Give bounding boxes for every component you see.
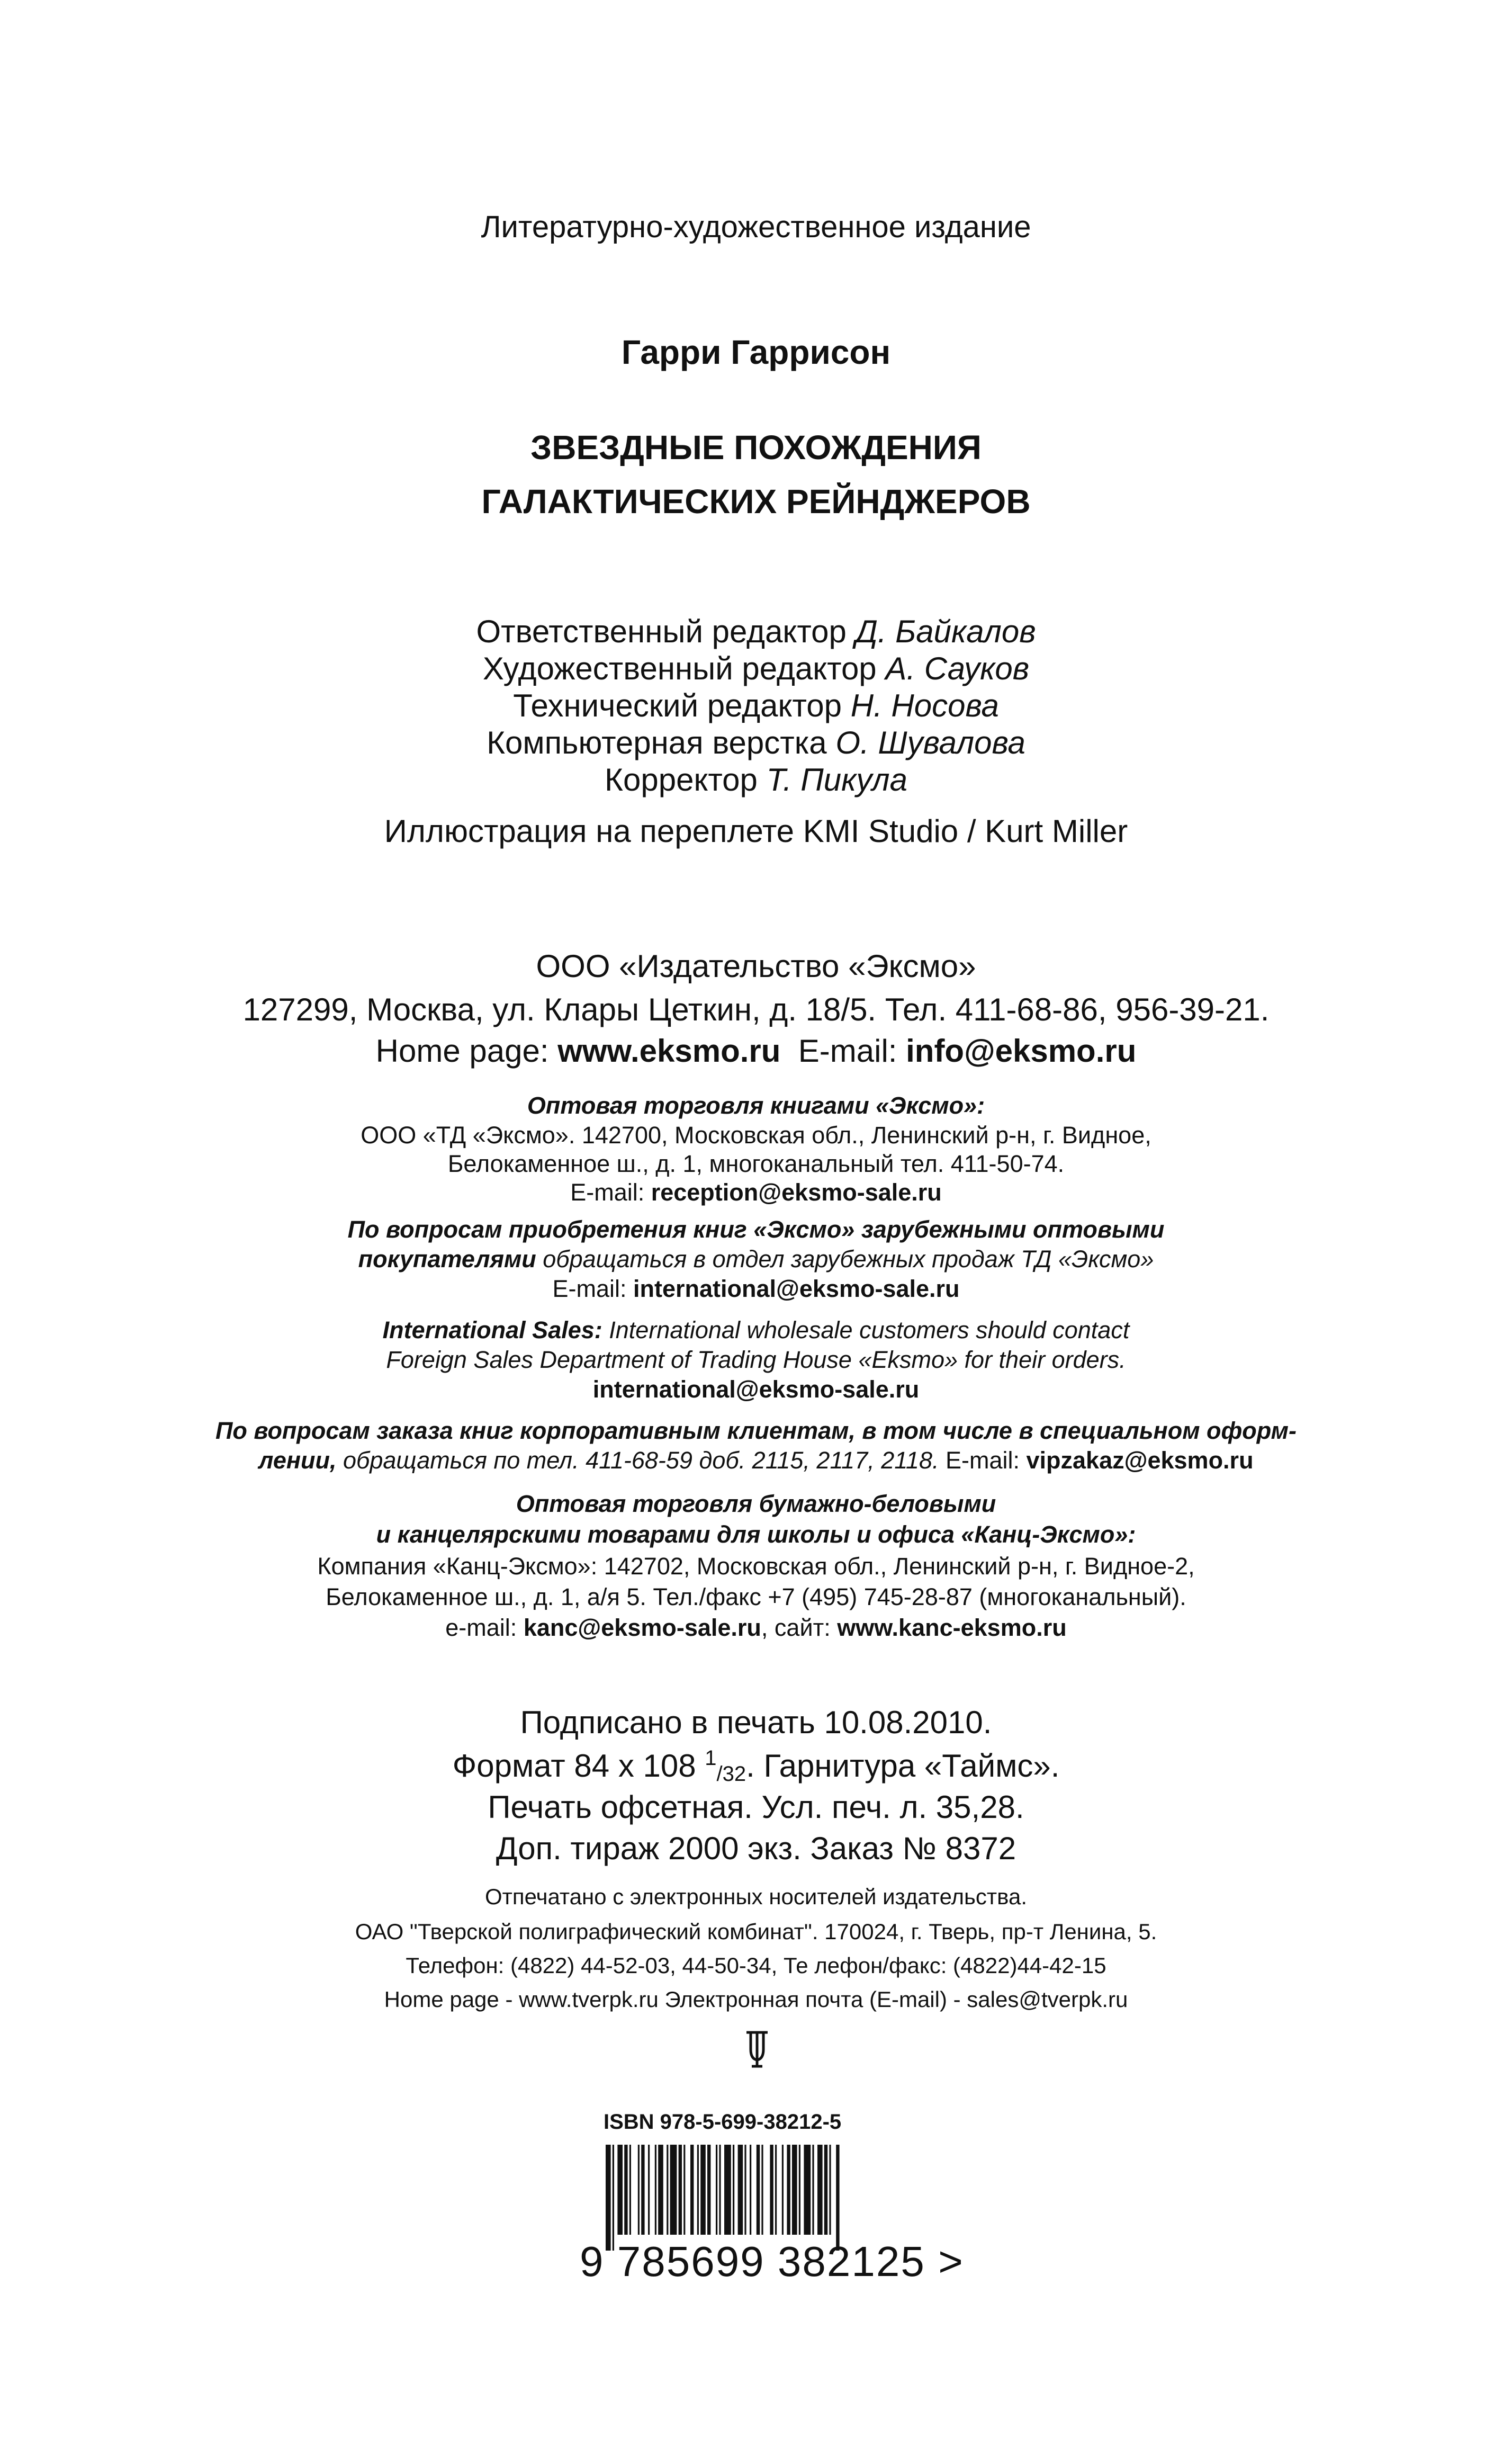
barcode-bar	[667, 2145, 668, 2235]
email-label: E-mail:	[939, 1447, 1027, 1474]
email-label: E-mail:	[552, 1275, 633, 1302]
printing-line: Печать офсетная. Усл. печ. л. 35,28.	[488, 1789, 1024, 1825]
stationery-line-2: Белокаменное ш., д. 1, а/я 5. Тел./факс +7 (495) 745-28-87 (многоканальный).	[326, 1583, 1186, 1610]
credit-line	[0, 650, 1512, 687]
credit-name: Т. Пикула	[766, 762, 907, 798]
printer-line-3: Телефон: (4822) 44-52-03, 44-50-34, Те лефон/факс: (4822)44-42-15	[406, 1953, 1106, 1978]
credit-name: О. Шувалова	[835, 725, 1025, 760]
barcode-bar	[641, 2145, 644, 2235]
wholesale-line-1: ООО «ТД «Эксмо». 142700, Московская обл., Ленинский р-н, г. Видное,	[361, 1122, 1151, 1149]
barcode-bar	[679, 2145, 682, 2235]
illustration-credit: Иллюстрация на переплете KMI Studio / Kurt Miller	[384, 813, 1128, 849]
barcode-bar	[670, 2145, 677, 2235]
printer-line-4: Home page - www.tverpk.ru Электронная почта (E-mail) - sales@tverpk.ru	[384, 1987, 1128, 2012]
barcode-bar	[792, 2145, 797, 2235]
foreign-line-2	[0, 1246, 1512, 1273]
publisher-address: 127299, Москва, ул. Клары Цеткин, д. 18/5. Тел. 411-68-86, 956-39-21.	[242, 992, 1270, 1027]
stationery-heading-1: Оптовая торговля бумажно-беловыми	[516, 1490, 996, 1517]
publisher-name: ООО «Издательство «Эксмо»	[536, 948, 976, 984]
corporate-line-1: По вопросам заказа книг корпоративным клиентам, в том числе в специальном оформ-	[215, 1417, 1297, 1444]
format-line	[0, 1746, 1512, 1786]
foreign-line-1: По вопросам приобретения книг «Эксмо» зарубежными оптовыми	[347, 1216, 1165, 1243]
barcode-bar	[617, 2145, 623, 2235]
email-link[interactable]: kanc@eksmo-sale.ru	[523, 1614, 761, 1641]
credit-line	[0, 613, 1512, 650]
barcode-bar	[613, 2145, 614, 2251]
home-page-label: Home page:	[375, 1033, 558, 1069]
barcode-bar	[658, 2145, 663, 2235]
book-title-line-2: ГАЛАКТИЧЕСКИХ РЕЙНДЖЕРОВ	[481, 482, 1031, 521]
international-label: International Sales:	[382, 1316, 602, 1343]
format-fraction-numerator: 1	[705, 1746, 717, 1770]
wholesale-line-2: Белокаменное ш., д. 1, многоканальный тел. 411-50-74.	[447, 1150, 1065, 1177]
wholesale-email	[0, 1179, 1512, 1206]
stationery-line-1: Компания «Канц-Эксмо»: 142702, Московская обл., Ленинский р-н, г. Видное-2,	[317, 1553, 1195, 1580]
international-email[interactable]: international@eksmo-sale.ru	[592, 1376, 920, 1403]
barcode-bar	[812, 2145, 814, 2235]
barcode-bar	[700, 2145, 706, 2235]
barcode-bar	[804, 2145, 811, 2235]
barcode-bar	[782, 2145, 784, 2235]
site-label: , сайт:	[761, 1614, 838, 1641]
barcode-bar	[719, 2145, 721, 2235]
foreign-bold-text: покупателями	[358, 1246, 536, 1273]
publisher-contacts	[0, 1033, 1512, 1069]
barcode-bar	[750, 2145, 751, 2235]
credit-name: Н. Носова	[850, 688, 999, 723]
wholesale-heading: Оптовая торговля книгами «Эксмо»:	[527, 1092, 985, 1119]
format-suffix: . Гарнитура «Таймс».	[746, 1748, 1060, 1784]
barcode-bar	[724, 2145, 731, 2235]
credit-role: Ответственный редактор	[476, 614, 847, 649]
corporate-italic-text: обращаться по тел. 411-68-59 доб. 2115, 2117, 2118.	[336, 1447, 939, 1474]
international-line-2: Foreign Sales Department of Trading House «Eksmo» for their orders.	[386, 1346, 1126, 1373]
printer-line-1: Отпечатано с электронных носителей издательства.	[484, 1884, 1028, 1909]
foreign-italic-text: обращаться в отдел зарубежных продаж ТД «Эксмо»	[536, 1246, 1154, 1273]
print-run-line: Доп. тираж 2000 экз. Заказ № 8372	[496, 1831, 1016, 1866]
credit-role: Технический редактор	[513, 688, 842, 723]
barcode-bar	[757, 2145, 760, 2235]
isbn-barcode-digits: 9 785699 382125 >	[580, 2238, 964, 2285]
foreign-email	[0, 1275, 1512, 1303]
site-link[interactable]: www.kanc-eksmo.ru	[837, 1614, 1067, 1641]
email-link[interactable]: info@eksmo.ru	[906, 1033, 1137, 1069]
barcode-bar	[775, 2145, 777, 2235]
barcode-bar	[697, 2145, 699, 2235]
edition-type: Литературно-художественное издание	[481, 210, 1031, 244]
email-link[interactable]: international@eksmo-sale.ru	[633, 1275, 960, 1302]
barcode-bar	[824, 2145, 827, 2235]
printer-line-2: ОАО "Тверской полиграфический комбинат". 170024, г. Тверь, пр-т Ленина, 5.	[355, 1919, 1157, 1944]
printer-logo-icon	[741, 2028, 773, 2071]
barcode-bar	[606, 2145, 611, 2251]
barcode-bar	[738, 2145, 743, 2235]
barcode-bar	[770, 2145, 773, 2235]
corporate-line-2	[0, 1447, 1512, 1474]
email-label: E-mail:	[570, 1179, 651, 1206]
format-prefix: Формат 84 х 108	[452, 1748, 705, 1784]
barcode-bar	[799, 2145, 800, 2235]
barcode-bar	[629, 2145, 631, 2235]
barcode-bar	[836, 2145, 839, 2251]
barcode-bar	[655, 2145, 656, 2235]
email-label: e-mail:	[445, 1614, 524, 1641]
email-label: E-mail:	[798, 1033, 906, 1069]
email-link[interactable]: vipzakaz@eksmo.ru	[1026, 1447, 1254, 1474]
barcode-bar	[683, 2145, 685, 2235]
stationery-contacts	[0, 1614, 1512, 1642]
barcode-bar	[690, 2145, 694, 2235]
barcode-bar	[624, 2145, 627, 2235]
international-text: International wholesale customers should contact	[602, 1316, 1130, 1343]
isbn-barcode	[604, 2145, 964, 2251]
barcode-bar	[817, 2145, 823, 2235]
barcode-bar	[716, 2145, 717, 2235]
barcode-bar	[648, 2145, 650, 2235]
book-title-line-1: ЗВЕЗДНЫЕ ПОХОЖДЕНИЯ	[530, 428, 982, 467]
barcode-bar	[733, 2145, 734, 2235]
credit-line	[0, 724, 1512, 761]
format-fraction-denominator: /32	[716, 1762, 746, 1786]
barcode-bar	[744, 2145, 746, 2235]
credit-role: Компьютерная верстка	[487, 725, 827, 760]
barcode-bar	[761, 2145, 763, 2235]
barcode-bar	[829, 2145, 831, 2235]
international-line-1	[0, 1316, 1512, 1344]
corporate-bold-text: лении,	[258, 1447, 337, 1474]
credit-name: А. Сауков	[885, 651, 1030, 686]
credit-line	[0, 761, 1512, 798]
barcode-bar	[707, 2145, 710, 2235]
email-link[interactable]: reception@eksmo-sale.ru	[651, 1179, 942, 1206]
credit-name: Д. Байкалов	[855, 614, 1036, 649]
signed-to-print: Подписано в печать 10.08.2010.	[520, 1705, 992, 1740]
barcode-bar	[638, 2145, 640, 2235]
credit-line	[0, 687, 1512, 724]
barcode-bar	[787, 2145, 790, 2235]
isbn-label: ISBN 978-5-699-38212-5	[604, 2110, 842, 2134]
author-name: Гарри Гаррисон	[621, 333, 891, 371]
credit-role: Художественный редактор	[482, 651, 877, 686]
stationery-heading-2: и канцелярскими товарами для школы и офиса «Канц-Эксмо»:	[376, 1521, 1136, 1548]
credit-role: Корректор	[605, 762, 758, 798]
home-page-link[interactable]: www.eksmo.ru	[557, 1033, 781, 1069]
